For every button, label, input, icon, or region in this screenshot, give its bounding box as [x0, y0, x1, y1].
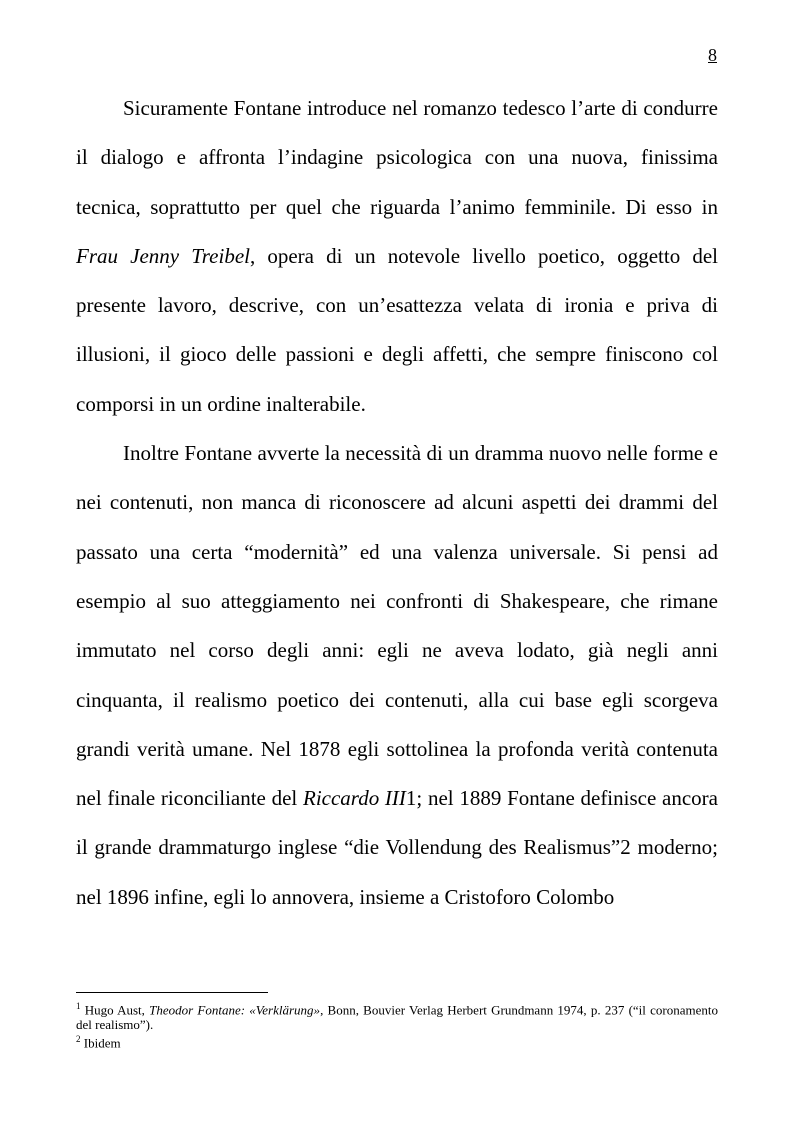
footnote-text: Hugo Aust,	[80, 1002, 150, 1018]
footnote-title: Theodor Fontane: «Verklärung»	[149, 1002, 321, 1018]
footnote-text: Ibidem	[80, 1035, 121, 1051]
page-number: 8	[708, 45, 717, 65]
text-span: Sicuramente Fontane introduce nel romanzo tedesco l’arte di condurre il dialogo e affronta l’indagine psicologica con una nuova, finissima tecnica, soprattutto per quel che riguarda l’animo femminile. Di esso in	[76, 96, 718, 219]
body-text	[76, 84, 718, 922]
footnotes	[76, 999, 718, 1051]
footnote-marker: 2	[76, 1034, 81, 1045]
italic-title: Riccardo III	[303, 786, 406, 811]
footnote	[76, 999, 718, 1032]
italic-title: Frau Jenny Treibel	[76, 243, 250, 268]
paragraph	[76, 429, 718, 922]
footnote	[76, 1032, 718, 1050]
text-span: 1; nel 1889 Fontane definisce ancora il grande drammaturgo inglese “die Vollendung des Realismus”2 moderno; nel 1896 infine, egli lo annovera, insieme a Cristoforo Colombo	[76, 786, 718, 909]
paragraph	[76, 84, 718, 429]
text-span: Inoltre Fontane avverte la necessità di un dramma nuovo nelle forme e nei contenuti, non manca di riconoscere ad alcuni aspetti dei drammi del passato una certa “modernità” ed una valenza universale. Si pensi ad esempio al suo atteggiamento nei confronti di Shakespeare, che rimane immutato nel corso degli anni: egli ne aveva lodato, già negli anni cinquanta, il realismo poetico dei contenuti, alla cui base egli scorgeva grandi verità umane. Nel 1878 egli sottolinea la profonda verità contenuta nel finale riconciliante del	[76, 441, 718, 811]
footnote-text: , Bonn, Bouvier Verlag Herbert Grundmann 1974, p. 237 (“il coronamento del realismo”).	[76, 1002, 718, 1033]
footnote-divider	[76, 992, 268, 993]
text-span: , opera di un notevole livello poetico, oggetto del presente lavoro, descrive, con un’esattezza velata di ironia e priva di illusioni, il gioco delle passioni e degli affetti, che sempre finiscono col comporsi in un ordine inalterabile.	[76, 243, 718, 416]
footnote-marker: 1	[76, 1001, 81, 1011]
